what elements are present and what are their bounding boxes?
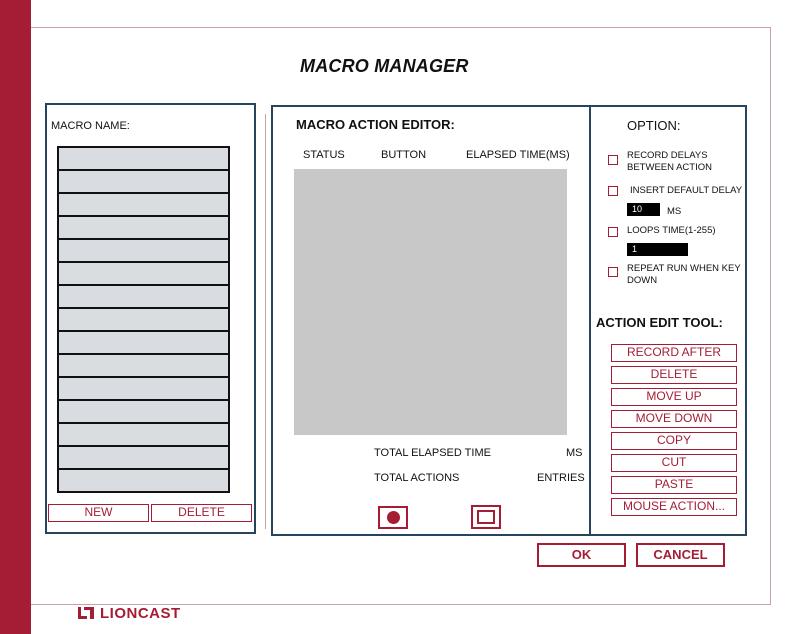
- macro-list-item[interactable]: [59, 470, 228, 491]
- delete-action-button[interactable]: DELETE: [611, 366, 737, 384]
- stop-button[interactable]: [471, 505, 501, 529]
- macro-list-item[interactable]: [59, 240, 228, 263]
- total-actions-unit: ENTRIES: [537, 472, 585, 484]
- lioncast-logo-icon: [77, 606, 95, 620]
- move-down-button[interactable]: MOVE DOWN: [611, 410, 737, 428]
- stop-icon: [477, 510, 495, 524]
- options-separator: [589, 106, 591, 535]
- total-elapsed-unit: MS: [566, 447, 583, 459]
- tools-title: ACTION EDIT TOOL:: [596, 315, 723, 330]
- macro-list-item[interactable]: [59, 194, 228, 217]
- brand-stripe: [0, 0, 31, 634]
- delay-value-field[interactable]: 10: [627, 203, 660, 216]
- options-title: OPTION:: [627, 118, 681, 133]
- total-elapsed-label: TOTAL ELAPSED TIME: [374, 447, 491, 459]
- editor-title: MACRO ACTION EDITOR:: [296, 117, 455, 132]
- lioncast-logo: [77, 604, 181, 622]
- record-after-button[interactable]: RECORD AFTER: [611, 344, 737, 362]
- loops-value-field[interactable]: 1: [627, 243, 688, 256]
- macro-list[interactable]: [57, 146, 230, 493]
- cancel-button[interactable]: CANCEL: [636, 543, 725, 567]
- macro-list-item[interactable]: [59, 332, 228, 355]
- divider: [265, 114, 266, 529]
- action-list[interactable]: [294, 169, 567, 435]
- record-delays-checkbox[interactable]: [608, 155, 618, 165]
- macro-list-item[interactable]: [59, 171, 228, 194]
- record-delays-label: RECORD DELAYS BETWEEN ACTION: [627, 150, 712, 173]
- record-button[interactable]: [378, 506, 408, 529]
- move-up-button[interactable]: MOVE UP: [611, 388, 737, 406]
- column-elapsed-time: ELAPSED TIME(MS): [466, 149, 570, 161]
- macro-name-label: MACRO NAME:: [51, 120, 130, 132]
- brand-name: LIONCAST: [100, 604, 181, 622]
- macro-list-item[interactable]: [59, 378, 228, 401]
- loops-time-label: LOOPS TIME(1-255): [627, 225, 716, 236]
- delete-macro-button[interactable]: DELETE: [151, 504, 252, 522]
- record-icon: [387, 511, 400, 524]
- macro-list-item[interactable]: [59, 447, 228, 470]
- macro-list-item[interactable]: [59, 424, 228, 447]
- macro-list-item[interactable]: [59, 263, 228, 286]
- macro-list-item[interactable]: [59, 401, 228, 424]
- macro-list-item[interactable]: [59, 309, 228, 332]
- macro-list-item[interactable]: [59, 148, 228, 171]
- cut-button[interactable]: CUT: [611, 454, 737, 472]
- mouse-action-button[interactable]: MOUSE ACTION...: [611, 498, 737, 516]
- ok-button[interactable]: OK: [537, 543, 626, 567]
- column-status: STATUS: [303, 149, 345, 161]
- repeat-run-checkbox[interactable]: [608, 267, 618, 277]
- macro-list-item[interactable]: [59, 217, 228, 240]
- paste-button[interactable]: PASTE: [611, 476, 737, 494]
- macro-list-item[interactable]: [59, 355, 228, 378]
- page-title: MACRO MANAGER: [300, 56, 469, 76]
- insert-default-delay-checkbox[interactable]: [608, 186, 618, 196]
- new-macro-button[interactable]: NEW: [48, 504, 149, 522]
- macro-list-item[interactable]: [59, 286, 228, 309]
- column-button: BUTTON: [381, 149, 427, 161]
- loops-time-checkbox[interactable]: [608, 227, 618, 237]
- insert-default-delay-label: INSERT DEFAULT DELAY: [630, 185, 743, 196]
- repeat-run-label: REPEAT RUN WHEN KEY DOWN: [627, 263, 741, 286]
- total-actions-label: TOTAL ACTIONS: [374, 472, 460, 484]
- copy-button[interactable]: COPY: [611, 432, 737, 450]
- delay-unit: MS: [667, 206, 682, 217]
